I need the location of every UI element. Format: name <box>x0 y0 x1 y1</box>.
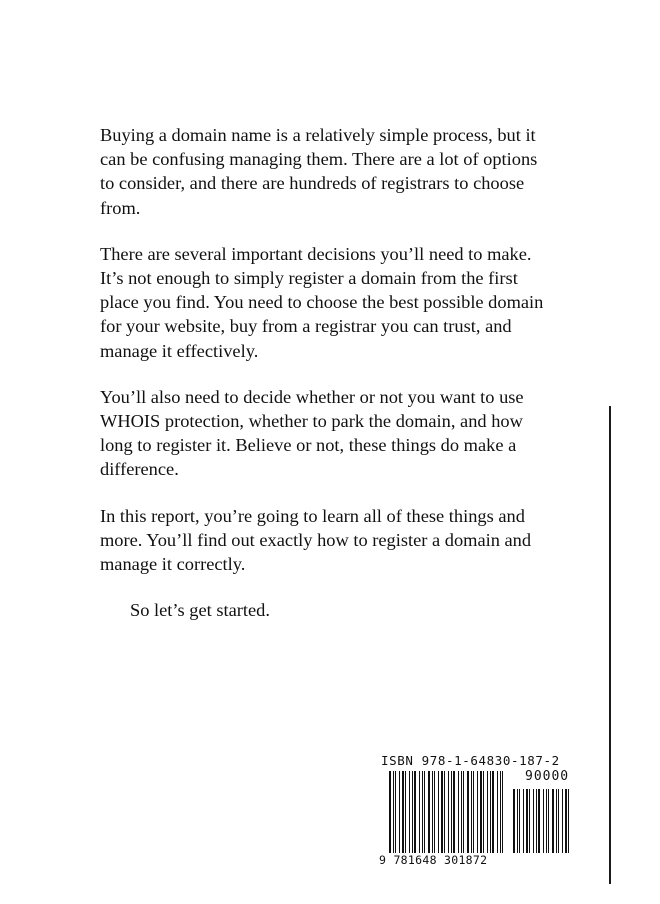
barcode-block <box>375 753 585 873</box>
barcode-bar <box>497 771 498 853</box>
barcode-bar <box>538 789 540 853</box>
barcode-bar <box>458 771 459 853</box>
barcode-bar <box>409 771 410 853</box>
paragraph-4: In this report, you’re going to learn all of these things and more. You’ll find out exactly how to register a domain and manage it correctly. <box>100 505 532 575</box>
barcode-bar <box>412 771 413 853</box>
paragraph-2: There are several important decisions you’ll need to make. It’s not enough to simply register a domain from the first place you find. You need to choose the best possible domain for your website, buy from a registrar you can trust, and manage it effectively. <box>100 243 544 361</box>
barcode-bar <box>422 771 423 853</box>
barcode-bar <box>453 771 455 853</box>
barcode-bar <box>543 789 544 853</box>
barcode-bar <box>565 789 567 853</box>
barcode-bar <box>461 771 462 853</box>
barcode-bar <box>402 771 404 853</box>
barcode-bar <box>434 771 435 853</box>
barcode-bar <box>492 771 494 853</box>
barcode-bar <box>419 771 420 853</box>
barcode-bar <box>389 771 391 853</box>
barcode-bar <box>463 771 464 853</box>
barcode-bar <box>526 789 528 853</box>
barcode-bar <box>438 771 439 853</box>
price-code: 90000 <box>525 769 570 784</box>
barcode-bar <box>523 789 524 853</box>
barcode-bar <box>533 789 534 853</box>
barcode-bar <box>444 771 445 853</box>
barcode-bar <box>451 771 452 853</box>
spine-edge-line <box>609 406 611 884</box>
barcode-bar <box>432 771 433 853</box>
barcode-bar <box>480 771 482 853</box>
isbn-label: ISBN 978-1-64830-187-2 <box>381 753 560 768</box>
barcode-bar <box>556 789 557 853</box>
barcode-bar <box>548 789 549 853</box>
main-barcode-bars <box>389 771 503 853</box>
barcode-bar <box>467 771 469 853</box>
barcode-bar <box>441 771 443 853</box>
closing-line: So let’s get started. <box>130 600 270 621</box>
barcode-bar <box>424 771 425 853</box>
barcode-bar <box>546 789 547 853</box>
barcode-bar <box>562 789 563 853</box>
barcode-bar <box>552 789 554 853</box>
paragraph-1: Buying a domain name is a relatively simple process, but it can be confusing managing them. There are a lot of options to consider, and there are hundreds of registrars to choose from. <box>100 125 538 218</box>
barcode-bar <box>490 771 491 853</box>
barcode-bar <box>500 771 501 853</box>
barcode-bar <box>502 771 503 853</box>
barcode-bar <box>529 789 530 853</box>
barcode-bar <box>414 771 416 853</box>
blurb-text <box>100 123 545 644</box>
barcode-bar <box>395 771 396 853</box>
barcode-bar <box>471 771 472 853</box>
barcode-bar <box>536 789 537 853</box>
barcode-bar <box>473 771 474 853</box>
barcode-bar <box>558 789 559 853</box>
paragraph-3: You’ll also need to decide whether or not you want to use WHOIS protection, whether to park the domain, and how long to register it. Believe or not, these things do make a difference. <box>100 386 524 480</box>
barcode-bar <box>393 771 394 853</box>
barcode-bar <box>519 789 520 853</box>
barcode-bar <box>399 771 400 853</box>
barcode-bar <box>448 771 449 853</box>
barcode-bar <box>428 771 430 853</box>
barcode-bar <box>513 789 515 853</box>
barcode-bar <box>568 789 569 853</box>
barcode-bar <box>483 771 484 853</box>
barcode-bar <box>517 789 518 853</box>
ean-digits: 9 781648 301872 <box>379 853 509 867</box>
barcode-bar <box>405 771 406 853</box>
barcode-bar <box>487 771 488 853</box>
addon-barcode-bars <box>513 789 569 853</box>
barcode-bar <box>477 771 478 853</box>
